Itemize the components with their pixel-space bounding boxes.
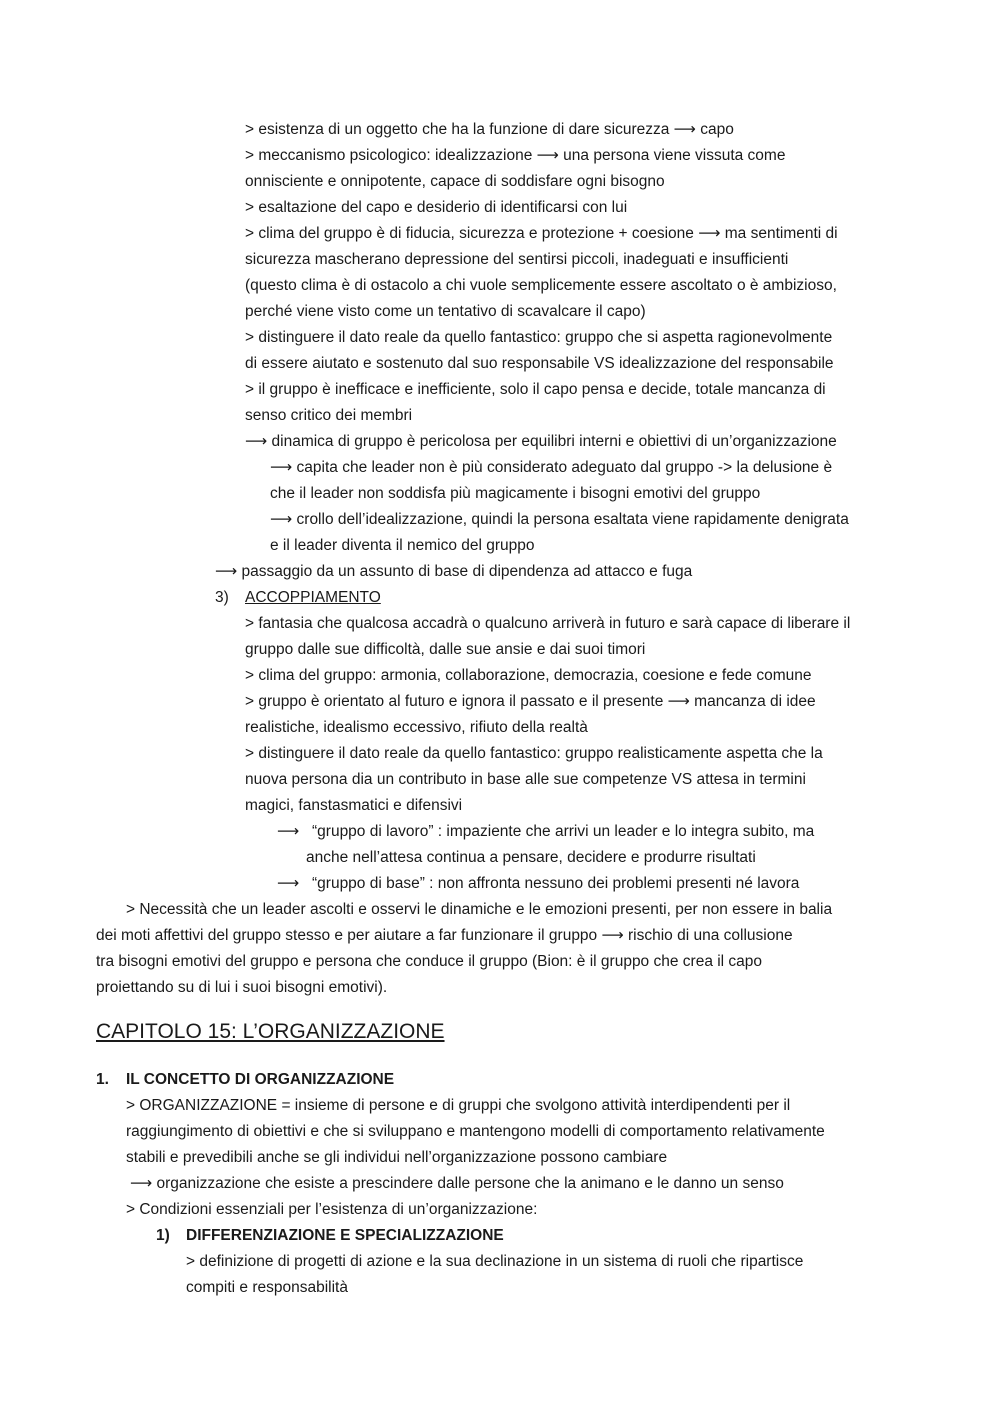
list-number: 1) <box>156 1227 170 1244</box>
text-line: tra bisogni emotivi del gruppo e persona che conduce il gruppo (Bion: è il gruppo che crea il capo <box>96 953 763 970</box>
chapter-title: CAPITOLO 15: L’ORGANIZZAZIONE <box>96 1020 445 1043</box>
text-line: ⟶ organizzazione che esiste a prescindere dalle persone che la animano e le danno un senso <box>130 1175 784 1192</box>
text-line: raggiungimento di obiettivi e che si sviluppano e mantengono modelli di comportamento relativamente <box>126 1123 825 1140</box>
text-line: anche nell’attesa continua a pensare, decidere e produrre risultati <box>306 849 756 866</box>
text-line: perché viene visto come un tentativo di scavalcare il capo) <box>245 303 646 320</box>
text-line: > distinguere il dato reale da quello fantastico: gruppo che si aspetta ragionevolmente <box>245 329 833 346</box>
text-line: > Necessità che un leader ascolti e osservi le dinamiche e le emozioni presenti, per non essere in balia <box>126 901 833 918</box>
text-line: magici, fanstasmatici e difensivi <box>245 797 463 814</box>
text-line: e il leader diventa il nemico del gruppo <box>270 537 535 554</box>
section-heading: ACCOPPIAMENTO <box>245 589 381 606</box>
list-number: 3) <box>215 589 229 606</box>
text-line: > esaltazione del capo e desiderio di identificarsi con lui <box>245 199 628 216</box>
text-line: sicurezza mascherano depressione del sentirsi piccoli, inadeguati e insufficienti <box>245 251 789 268</box>
text-line: > meccanismo psicologico: idealizzazione ⟶ una persona viene vissuta come <box>245 147 786 164</box>
text-line: gruppo dalle sue difficoltà, dalle sue ansie e dai suoi timori <box>245 641 646 658</box>
section-heading: IL CONCETTO DI ORGANIZZAZIONE <box>126 1071 395 1088</box>
text-line: “gruppo di lavoro” : impaziente che arrivi un leader e lo integra subito, ma <box>312 823 815 840</box>
text-line: nuova persona dia un contributo in base alle sue competenze VS attesa in termini <box>245 771 806 788</box>
text-line: > esistenza di un oggetto che ha la funzione di dare sicurezza ⟶ capo <box>245 121 734 138</box>
text-line: “gruppo di base” : non affronta nessuno dei problemi presenti né lavora <box>312 875 800 892</box>
text-line: ⟶ passaggio da un assunto di base di dipendenza ad attacco e fuga <box>215 563 693 580</box>
text-line: > Condizioni essenziali per l’esistenza di un’organizzazione: <box>126 1201 538 1218</box>
text-line: ⟶ crollo dell’idealizzazione, quindi la persona esaltata viene rapidamente denigrata <box>270 511 849 528</box>
text-line: ⟶ dinamica di gruppo è pericolosa per equilibri interni e obiettivi di un’organizzazione <box>245 433 837 450</box>
text-line: > fantasia che qualcosa accadrà o qualcuno arriverà in futuro e sarà capace di liberare il <box>245 615 851 632</box>
text-line: che il leader non soddisfa più magicamente i bisogni emotivi del gruppo <box>270 485 761 502</box>
list-number: 1. <box>96 1071 109 1088</box>
section-heading: DIFFERENZIAZIONE E SPECIALIZZAZIONE <box>186 1227 504 1244</box>
text-line: proiettando su di lui i suoi bisogni emotivi). <box>96 979 388 996</box>
text-line: realistiche, idealismo eccessivo, rifiuto della realtà <box>245 719 588 736</box>
text-line: > clima del gruppo è di fiducia, sicurezza e protezione + coesione ⟶ ma sentimenti di <box>245 225 838 242</box>
text-line: > gruppo è orientato al futuro e ignora il passato e il presente ⟶ mancanza di idee <box>245 693 816 710</box>
text-line: dei moti affettivi del gruppo stesso e per aiutare a far funzionare il gruppo ⟶ rischio di una collusione <box>96 927 793 944</box>
text-line: > il gruppo è inefficace e inefficiente, solo il capo pensa e decide, totale mancanza di <box>245 381 826 398</box>
text-line: ⟶ capita che leader non è più considerato adeguato dal gruppo -> la delusione è <box>270 459 833 476</box>
text-line: > distinguere il dato reale da quello fantastico: gruppo realisticamente aspetta che la <box>245 745 823 762</box>
text-line: > ORGANIZZAZIONE = insieme di persone e di gruppi che svolgono attività interdipendenti per il <box>126 1097 791 1114</box>
text-line: senso critico dei membri <box>245 407 413 424</box>
arrow-bullet: ⟶ <box>277 875 300 892</box>
text-line: stabili e prevedibili anche se gli individui nell’organizzazione possono cambiare <box>126 1149 668 1166</box>
text-line: (questo clima è di ostacolo a chi vuole semplicemente essere ascoltato o è ambizioso, <box>245 277 837 294</box>
text-line: di essere aiutato e sostenuto dal suo responsabile VS idealizzazione del responsabile <box>245 355 834 372</box>
text-line: compiti e responsabilità <box>186 1279 348 1296</box>
text-line: > clima del gruppo: armonia, collaborazione, democrazia, coesione e fede comune <box>245 667 812 684</box>
arrow-bullet: ⟶ <box>277 823 300 840</box>
text-line: > definizione di progetti di azione e la sua declinazione in un sistema di ruoli che ripartisce <box>186 1253 804 1270</box>
text-line: onnisciente e onnipotente, capace di soddisfare ogni bisogno <box>245 173 665 190</box>
